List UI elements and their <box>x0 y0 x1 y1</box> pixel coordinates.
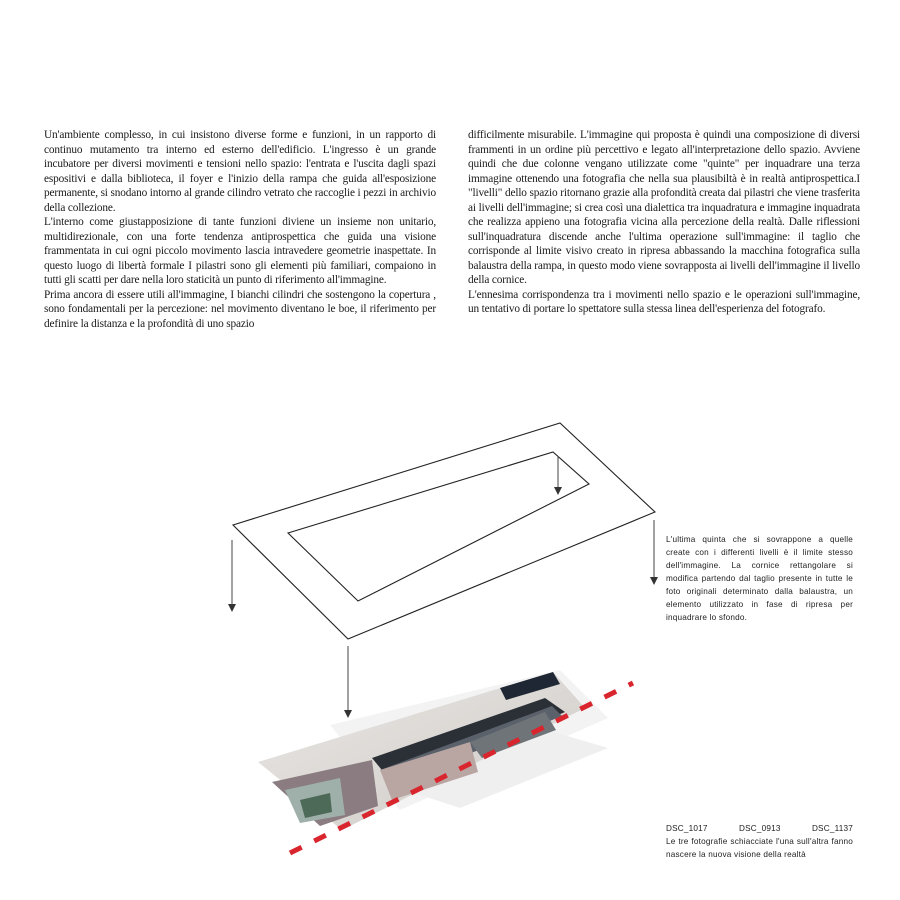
down-arrow-icon <box>344 646 352 718</box>
paragraph: L'interno come giustapposizione di tante funzioni diviene un insieme non unitario, multidirezionale, con una forte tendenza antiprospettica che guida una visione frammentata in cui ogni piccolo movimento lascia intravedere geometrie inaspettate. In questo luogo di libertà formale I pilastri sono gli elementi più familiari, compaiono in tutti gli scatti per dare nella loro staticità un punto di riferimento all'immagine. <box>44 216 436 286</box>
photo-id: DSC_1137 <box>811 824 853 833</box>
down-arrow-icon <box>650 520 658 585</box>
photo-caption <box>666 822 853 861</box>
photo-id: DSC_1017 <box>666 824 708 833</box>
photo-id-list <box>666 822 853 835</box>
paragraph: L'ennesima corrispondenza tra i movimenti nello spazio e le operazioni sull'immagine, un tentativo di portare lo spettatore sulla stessa linea dell'esperienza del fotografo. <box>468 288 860 315</box>
paragraph: Prima ancora di essere utili all'immagine, I bianchi cilindri che sostengono la copertura , sono fondamentali per la percezione: nel movimento diventano le boe, il riferimento per definire la distanza e la profondità di uno spazio <box>44 288 436 330</box>
caption-text: L'ultima quinta che si sovrappone a quelle create con i differenti livelli è il limite stesso dell'immagine. La cornice rettangolare si modifica partendo dal taglio presente in tutte le foto originali determinato dalla balaustra, un elemento utilizzato in fase di ripresa per inquadrare lo sfondo. <box>666 535 853 622</box>
caption-text: Le tre fotografie schiacciate l'una sull'altra fanno nascere la nuova visione della realtà <box>666 837 853 859</box>
diagram-caption <box>666 533 853 624</box>
photo-id: DSC_0913 <box>738 824 781 833</box>
paragraph: difficilmente misurabile. L'immagine qui proposta è quindi una composizione di diversi frammenti in un ordine più percettivo e legato all'interpretazione dello spazio. Avviene quindi che due colonne vengano utilizzate come "quinte" per inquadrare una terza immagine ottenendo una fotografia che nella sua plausibiltà è in realtà antiprospettica.I "livelli" dello spazio ritornano grazie alla profondità creata dai pilastri che viene trasferita ai livelli dell'immagine; si crea così una dialettica tra inquadratura e immagine inquadrata che realizza appieno una fotografia vicina alla percezione della realtà. Dalle riflessioni sull'inquadratura discende anche l'ultima operazione sull'immagine: il taglio che corrisponde al limite visivo creato in ripresa abbassando la macchina fotografica sulla balaustra della rampa, in questo modo viene sovrapposta ai livelli dell'immagine il livello della cornice. <box>468 129 860 286</box>
down-arrow-icon <box>228 540 236 612</box>
down-arrow-icon <box>554 456 562 495</box>
paragraph: Un'ambiente complesso, in cui insistono diverse forme e funzioni, in un rapporto di continuo mutamento tra interno ed esterno dell'edificio. L'ingresso è un grande incubatore per diversi movimenti e tensioni nello spazio: l'entrata e l'uscita dagli spazi espositivi e dalla biblioteca, il foyer e l'inizio della rampa che guida all'esposizione permanente, si snodano intorno al grande cilindro vetrato che raccoglie i pezzi in archivio della collezione. <box>44 129 436 214</box>
frame-outline <box>233 423 655 639</box>
photo-composite <box>258 670 608 830</box>
